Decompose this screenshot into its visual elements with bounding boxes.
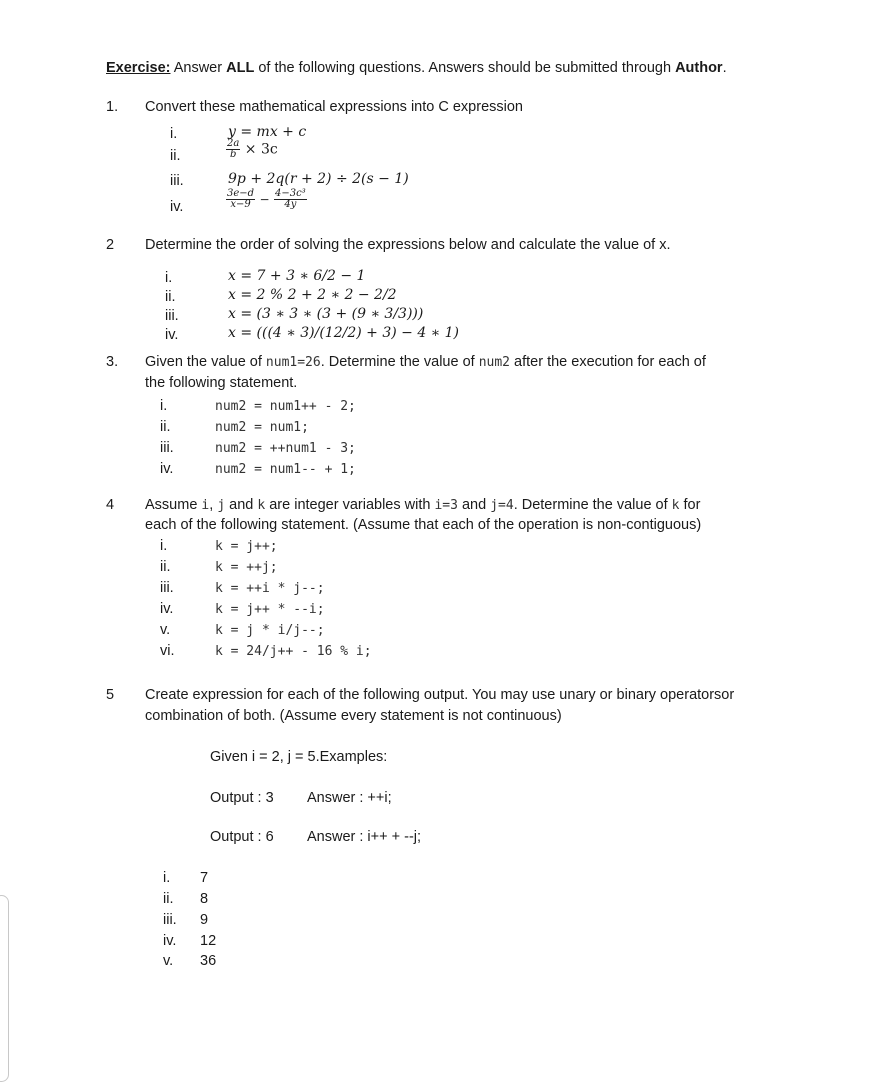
- q5-value-iv: 12: [200, 933, 217, 949]
- question-3-number: 3.: [106, 354, 119, 370]
- q5-roman-iii: iii.: [163, 912, 177, 928]
- question-2-text: Determine the order of solving the expressions below and calculate the value of x.: [145, 237, 671, 253]
- question-3-line1: Given the value of num1=26. Determine the value of num2 after the execution for each of: [145, 354, 706, 370]
- q1-expr-ii: $\frac{2a}{b}$ × 3c: [227, 138, 278, 160]
- q2-roman-iv: iv.: [165, 327, 179, 343]
- q4-roman-vi: vi.: [160, 643, 175, 659]
- question-3-line2: the following statement.: [145, 375, 298, 391]
- q5-roman-i: i.: [163, 870, 171, 886]
- q2-expr-ii: x = 2 % 2 + 2 ∗ 2 − 2/2: [228, 287, 397, 303]
- question-5-number: 5: [106, 687, 115, 703]
- exercise-label: Exercise:: [106, 60, 171, 76]
- question-4-line2: each of the following statement. (Assume that each of the operation is non-contiguous): [145, 517, 702, 533]
- q5-roman-ii: ii.: [163, 891, 174, 907]
- q3-roman-iii: iii.: [160, 440, 174, 456]
- q5-value-iii: 9: [200, 912, 209, 928]
- q4-roman-ii: ii.: [160, 559, 171, 575]
- q5-value-ii: 8: [200, 891, 209, 907]
- q3-code-iv: num2 = num1-- + 1;: [215, 462, 356, 477]
- q2-expr-i: x = 7 + 3 ∗ 6/2 − 1: [228, 268, 366, 284]
- q2-roman-i: i.: [165, 270, 173, 286]
- exercise-header: Exercise: Answer ALL of the following questions. Answers should be submitted through Author.: [106, 60, 727, 76]
- q5-example1-answer: Answer : ++i;: [307, 790, 392, 806]
- q5-example2-output: Output : 6: [210, 829, 274, 845]
- q4-code-i: k = j++;: [215, 539, 278, 554]
- question-4-line1: Assume i, j and k are integer variables with i=3 and j=4. Determine the value of k for: [145, 497, 701, 513]
- q1-roman-ii: ii.: [170, 148, 181, 164]
- q4-code-vi: k = 24/j++ - 16 % i;: [215, 644, 372, 659]
- q4-roman-v: v.: [160, 622, 171, 638]
- q3-roman-ii: ii.: [160, 419, 171, 435]
- q1-expr-iii: 9p + 2q(r + 2) ÷ 2(s − 1): [228, 171, 409, 187]
- q5-example2-answer: Answer : i++ + --j;: [307, 829, 422, 845]
- q1-roman-iv: iv.: [170, 199, 184, 215]
- q5-example1-output: Output : 3: [210, 790, 274, 806]
- question-5-line2: combination of both. (Assume every statement is not continuous): [145, 708, 562, 724]
- q4-roman-i: i.: [160, 538, 168, 554]
- q5-roman-v: v.: [163, 953, 174, 969]
- q5-roman-iv: iv.: [163, 933, 177, 949]
- q1-expr-i: y = mx + c: [228, 124, 307, 140]
- q2-expr-iv: x = (((4 ∗ 3)/(12/2) + 3) − 4 ∗ 1): [228, 325, 460, 341]
- q4-code-v: k = j * i/j--;: [215, 623, 325, 638]
- question-2-number: 2: [106, 237, 115, 253]
- question-1-number: 1.: [106, 99, 119, 115]
- q5-given: Given i = 2, j = 5.Examples:: [210, 749, 388, 765]
- q4-roman-iii: iii.: [160, 580, 174, 596]
- q4-roman-iv: iv.: [160, 601, 174, 617]
- question-4-number: 4: [106, 497, 115, 513]
- q2-roman-ii: ii.: [165, 289, 176, 305]
- question-5-line1: Create expression for each of the following output. You may use unary or binary operatorsor: [145, 687, 735, 703]
- q2-expr-iii: x = (3 ∗ 3 ∗ (3 + (9 ∗ 3/3))): [228, 306, 424, 322]
- q5-value-i: 7: [200, 870, 209, 886]
- question-1-text: Convert these mathematical expressions into C expression: [145, 99, 523, 115]
- q4-code-iv: k = j++ * --i;: [215, 602, 325, 617]
- q3-code-i: num2 = num1++ - 2;: [215, 399, 356, 414]
- q3-roman-iv: iv.: [160, 461, 174, 477]
- q4-code-ii: k = ++j;: [215, 560, 278, 575]
- q4-code-iii: k = ++i * j--;: [215, 581, 325, 596]
- q3-code-ii: num2 = num1;: [215, 420, 309, 435]
- q1-roman-i: i.: [170, 126, 178, 142]
- q1-expr-iv: $\frac{3e-d}{x-9}$ − $\frac{\text{4−3c³}}{4y}$: [227, 188, 306, 210]
- q1-roman-iii: iii.: [170, 173, 184, 189]
- q2-roman-iii: iii.: [165, 308, 179, 324]
- q5-value-v: 36: [200, 953, 217, 969]
- page-edge-bracket: [0, 895, 9, 1082]
- q3-code-iii: num2 = ++num1 - 3;: [215, 441, 356, 456]
- q3-roman-i: i.: [160, 398, 168, 414]
